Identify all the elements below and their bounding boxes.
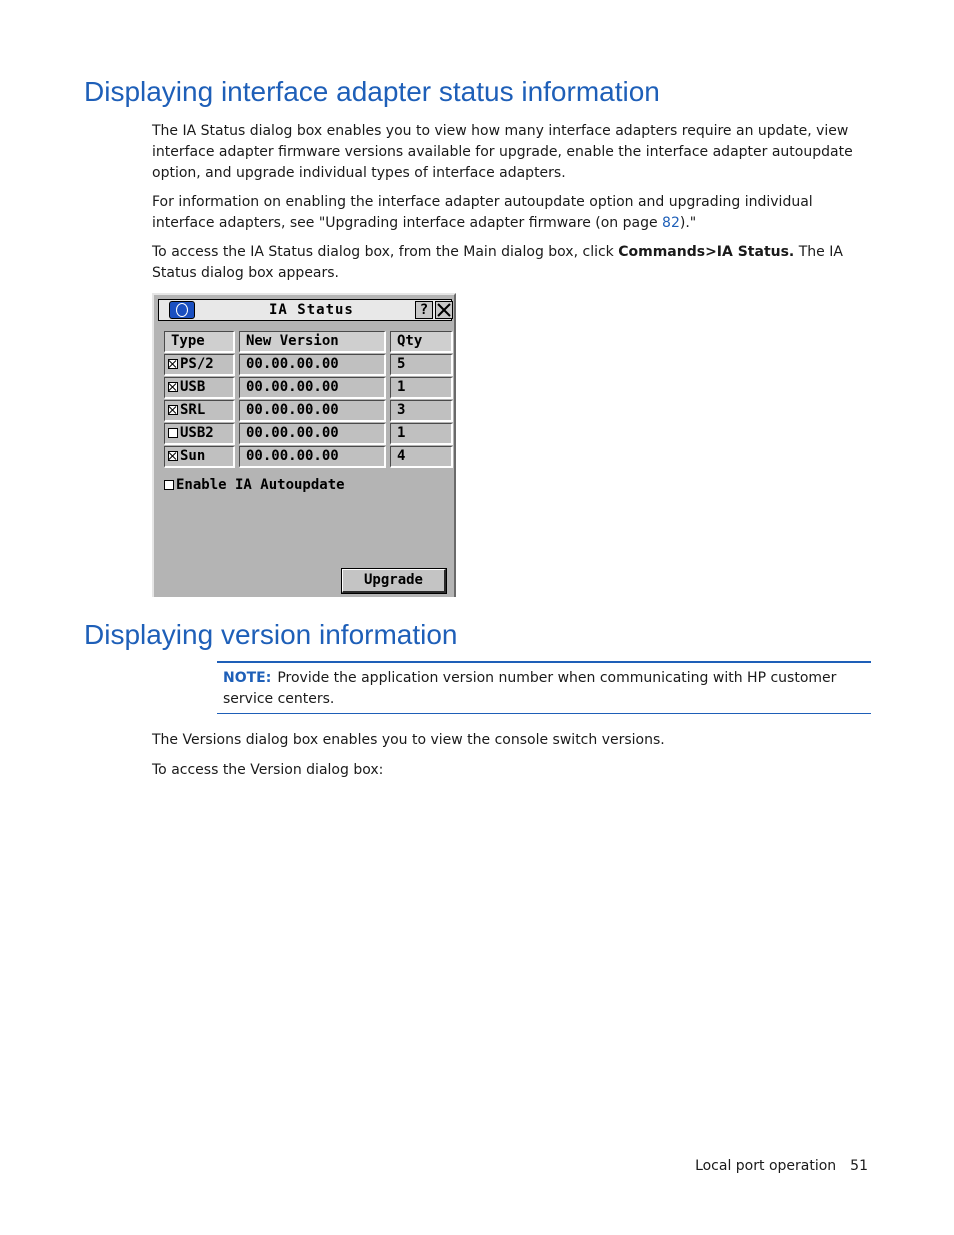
- note-text: Provide the application version number when communicating with HP customer service centers.: [223, 670, 837, 707]
- ia-firmware-reference-paragraph: [152, 192, 872, 234]
- adapter-checkbox[interactable]: [168, 359, 178, 369]
- adapter-type-label: USB: [180, 379, 206, 395]
- adapter-new-version: 00.00.00.00: [239, 446, 386, 468]
- reference-text-after: ).": [679, 215, 697, 231]
- adapter-row-type[interactable]: [164, 446, 235, 468]
- column-header-new-version[interactable]: New Version: [239, 331, 386, 353]
- adapter-qty: 3: [390, 400, 453, 422]
- reference-text-before: For information on enabling the interface adapter autoupdate option and upgrading individual interface adapters, see "Upgrading interface adapter firmware (on page: [152, 194, 813, 231]
- adapter-checkbox[interactable]: [168, 382, 178, 392]
- adapter-row-type[interactable]: [164, 400, 235, 422]
- column-header-type[interactable]: Type: [164, 331, 235, 353]
- adapter-row-type[interactable]: [164, 354, 235, 376]
- adapter-checkbox[interactable]: [168, 405, 178, 415]
- close-button[interactable]: [435, 301, 453, 319]
- page-number: 51: [850, 1158, 868, 1174]
- adapter-checkbox[interactable]: [168, 451, 178, 461]
- adapter-checkbox[interactable]: [168, 428, 178, 438]
- command-path: Commands>IA Status.: [618, 244, 795, 260]
- adapter-new-version: 00.00.00.00: [239, 354, 386, 376]
- adapter-qty: 1: [390, 377, 453, 399]
- adapter-new-version: 00.00.00.00: [239, 377, 386, 399]
- page-link[interactable]: 82: [662, 215, 680, 231]
- adapter-qty: 5: [390, 354, 453, 376]
- adapter-new-version: 00.00.00.00: [239, 423, 386, 445]
- adapter-type-label: SRL: [180, 402, 206, 418]
- note-label: NOTE:: [223, 670, 272, 686]
- access-text-before: To access the IA Status dialog box, from the Main dialog box, click: [152, 244, 619, 260]
- dialog-title-bar: [158, 299, 452, 321]
- hp-logo-icon: [169, 301, 195, 319]
- footer-section-name: Local port operation: [695, 1158, 837, 1174]
- adapter-qty: 1: [390, 423, 453, 445]
- adapter-new-version: 00.00.00.00: [239, 400, 386, 422]
- column-header-qty[interactable]: Qty: [390, 331, 453, 353]
- dialog-title: IA Status: [269, 302, 354, 318]
- adapter-type-label: PS/2: [180, 356, 214, 372]
- note-content: [223, 668, 865, 710]
- adapter-row-type[interactable]: [164, 377, 235, 399]
- access-text-after: The IA Status dialog box appears.: [152, 244, 843, 281]
- adapter-type-label: USB2: [180, 425, 214, 441]
- autoupdate-checkbox[interactable]: [164, 480, 174, 490]
- ia-status-intro-paragraph: The IA Status dialog box enables you to view how many interface adapters require an update, view interface adapter firmware versions available for upgrade, enable the interface adapter autoupdate option, and upgrade individual types of interface adapters.: [152, 123, 853, 181]
- autoupdate-label: Enable IA Autoupdate: [176, 477, 345, 493]
- access-ia-status-paragraph: [152, 242, 872, 284]
- adapter-row-type[interactable]: [164, 423, 235, 445]
- adapter-type-label: Sun: [180, 448, 206, 464]
- adapter-qty: 4: [390, 446, 453, 468]
- upgrade-button[interactable]: Upgrade: [342, 569, 446, 593]
- ia-status-dialog: [152, 293, 456, 597]
- help-button[interactable]: ?: [415, 301, 433, 319]
- note-box: [217, 661, 871, 714]
- section-heading-version: Displaying version information: [84, 619, 458, 650]
- page-footer: [695, 1158, 868, 1174]
- enable-autoupdate-option[interactable]: [164, 477, 345, 493]
- section-heading-ia-status: Displaying interface adapter status information: [84, 76, 660, 107]
- versions-intro-paragraph: The Versions dialog box enables you to view the console switch versions.: [152, 732, 665, 748]
- access-version-paragraph: To access the Version dialog box:: [152, 762, 384, 778]
- close-icon: [436, 302, 452, 318]
